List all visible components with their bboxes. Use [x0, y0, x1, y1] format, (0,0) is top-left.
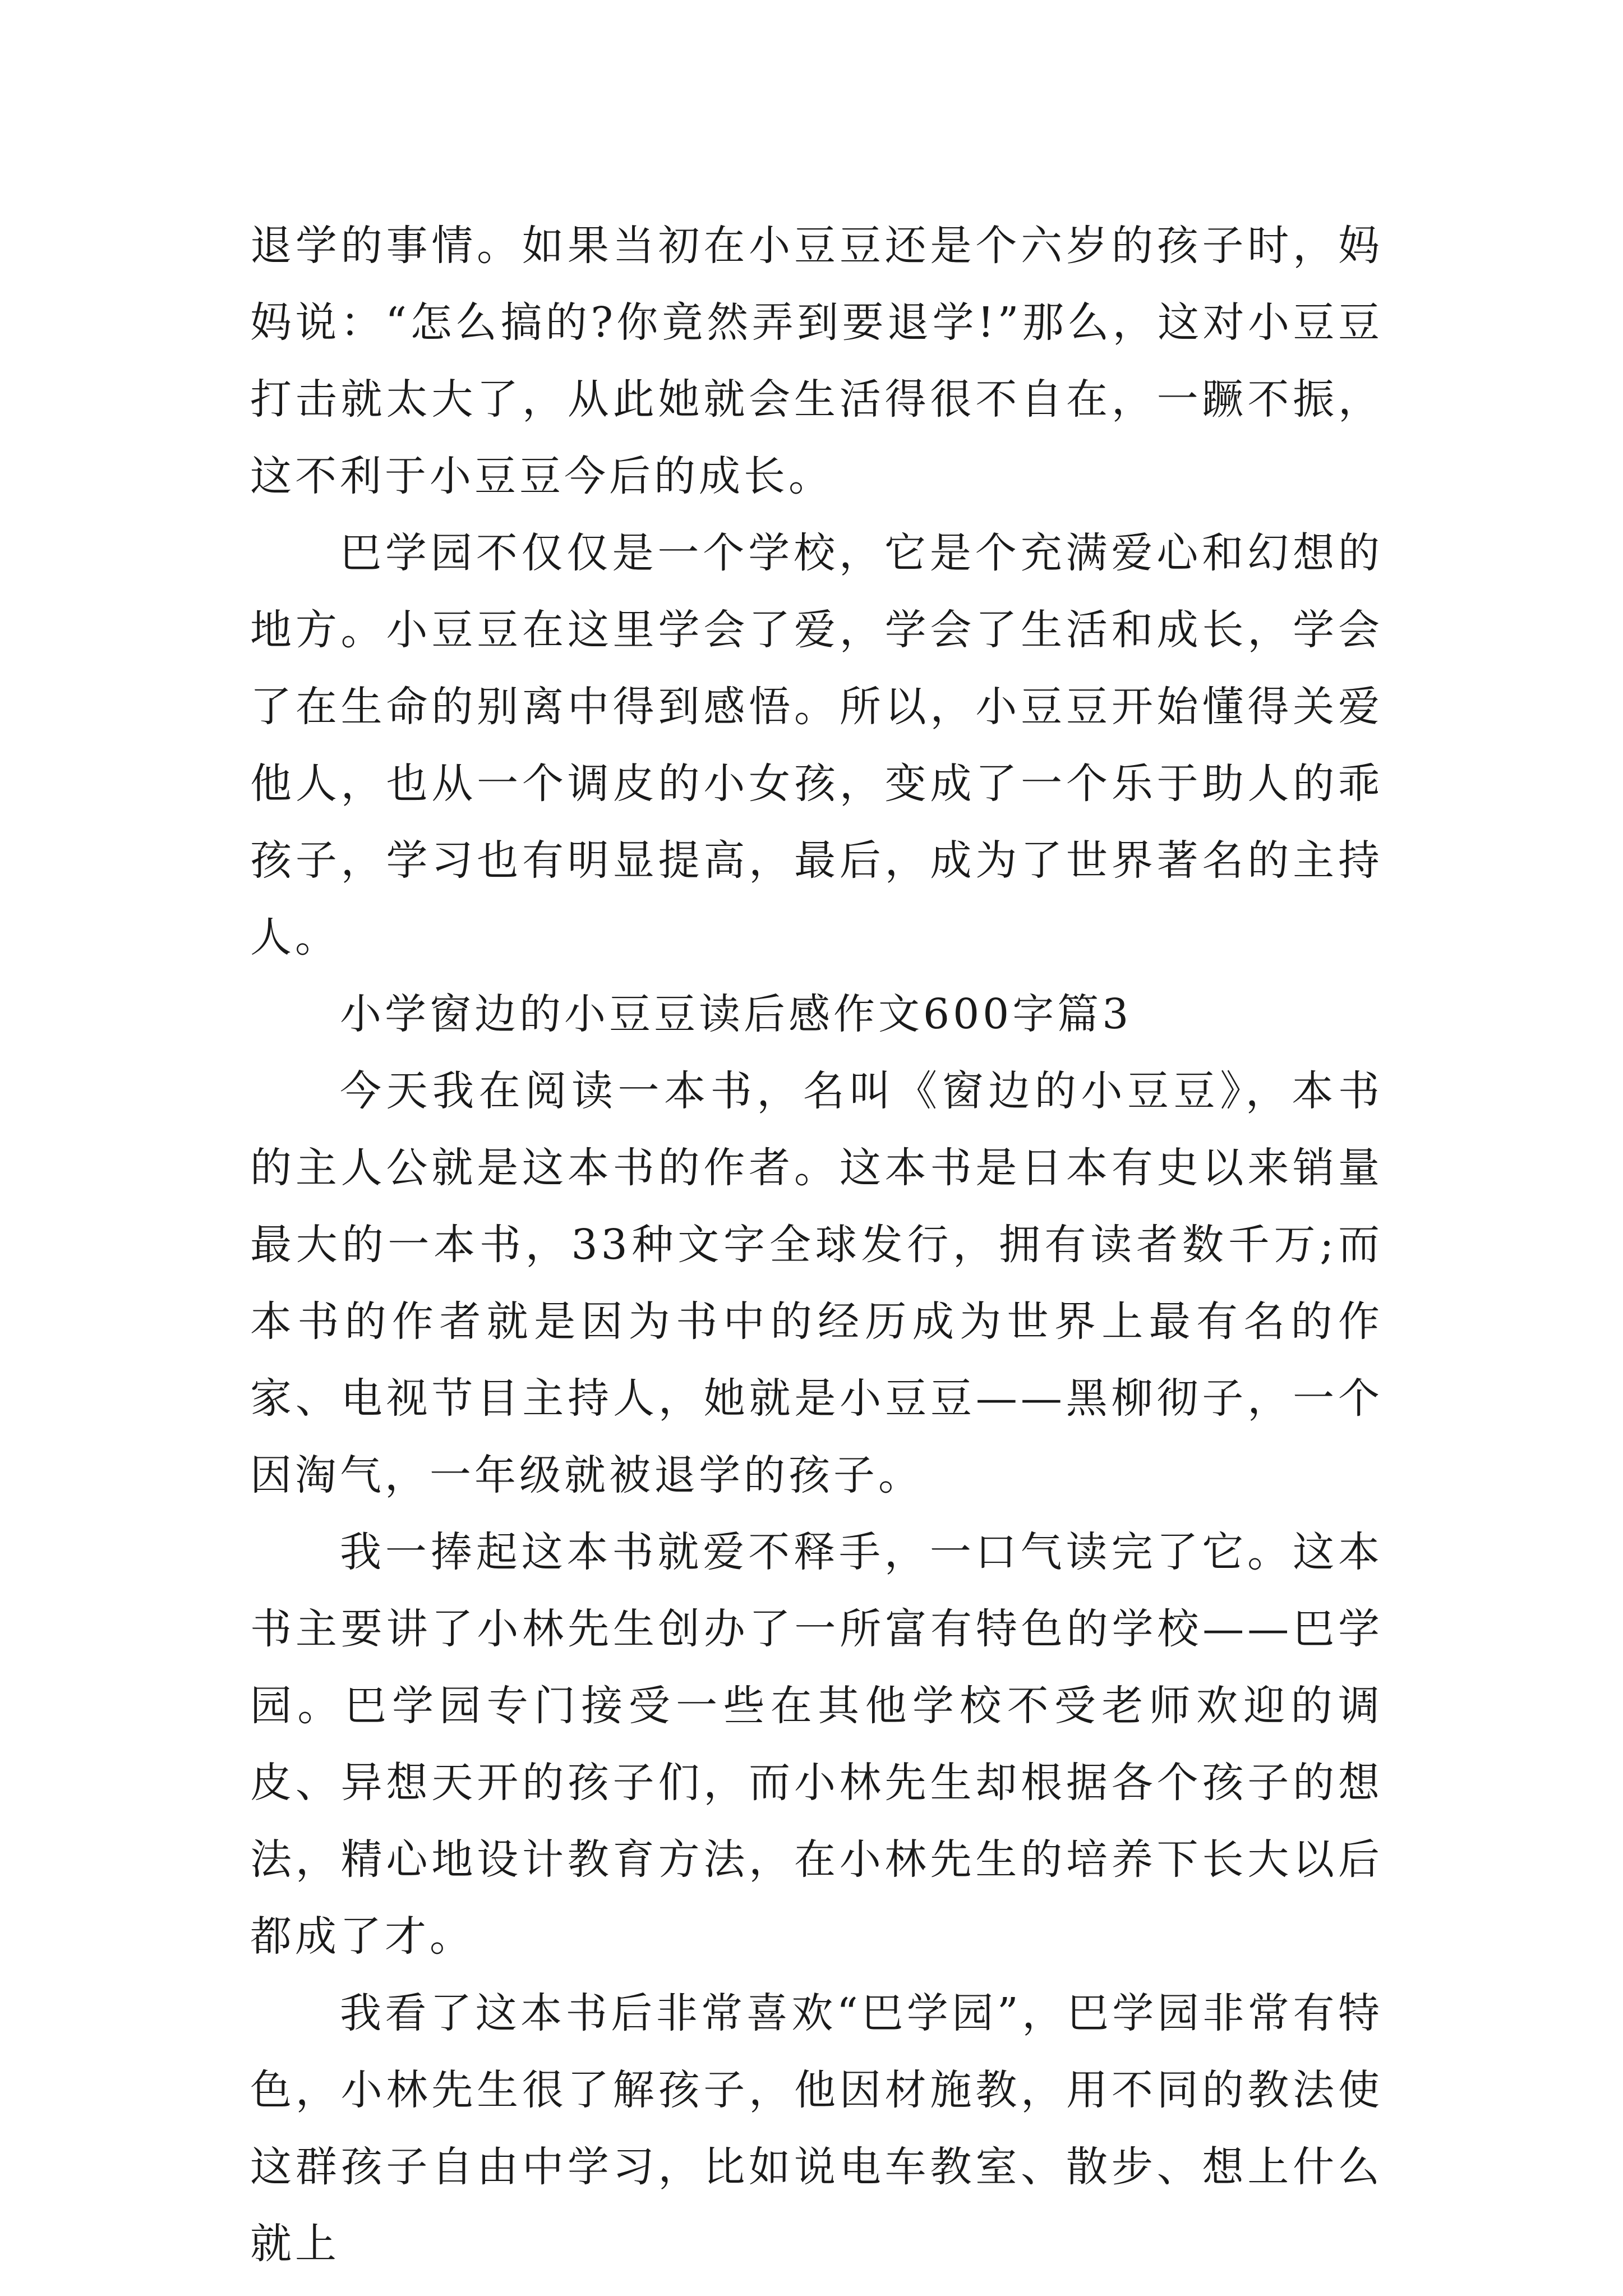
paragraph-5: 我看了这本书后非常喜欢“巴学园”，巴学园非常有特色，小林先生很了解孩子，他因材施教，用不同的教法使这群孩子自由中学习，比如说电车教室、散步、想上什么就上 — [250, 1989, 1383, 2268]
paragraph-2: 巴学园不仅仅是一个学校，它是个充满爱心和幻想的地方。小豆豆在这里学会了爱，学会了生活和成长，学会了在生命的别离中得到感悟。所以，小豆豆开始懂得关爱他人，也从一个调皮的小女孩，变成了一个乐于助人的乖孩子，学习也有明显提高，最后，成为了世界著名的主持人。 — [250, 529, 1383, 961]
paragraph-4: 我一捧起这本书就爱不释手，一口气读完了它。这本书主要讲了小林先生创办了一所富有特色的学校——巴学园。巴学园专门接受一些在其他学校不受老师欢迎的调皮、异想天开的孩子们，而小林先生却根据各个孩子的想法，精心地设计教育方法，在小林先生的培养下长大以后都成了才。 — [250, 1528, 1383, 1961]
paragraph-3: 今天我在阅读一本书，名叫《窗边的小豆豆》，本书的主人公就是这本书的作者。这本书是日本有史以来销量最大的一本书，33种文字全球发行，拥有读者数千万;而本书的作者就是因为书中的经历成为世界上最有名的作家、电视节目主持人，她就是小豆豆——黑柳彻子，一个因淘气，一年级就被退学的孩子。 — [250, 1067, 1383, 1499]
paragraph-1: 退学的事情。如果当初在小豆豆还是个六岁的孩子时，妈妈说：“怎么搞的?你竟然弄到要退学!”那么，这对小豆豆打击就太大了，从此她就会生活得很不自在，一蹶不振，这不利于小豆豆今后的成长。 — [250, 222, 1383, 500]
section-heading: 小学窗边的小豆豆读后感作文600字篇3 — [340, 990, 1132, 1038]
document-body — [250, 208, 1383, 2283]
